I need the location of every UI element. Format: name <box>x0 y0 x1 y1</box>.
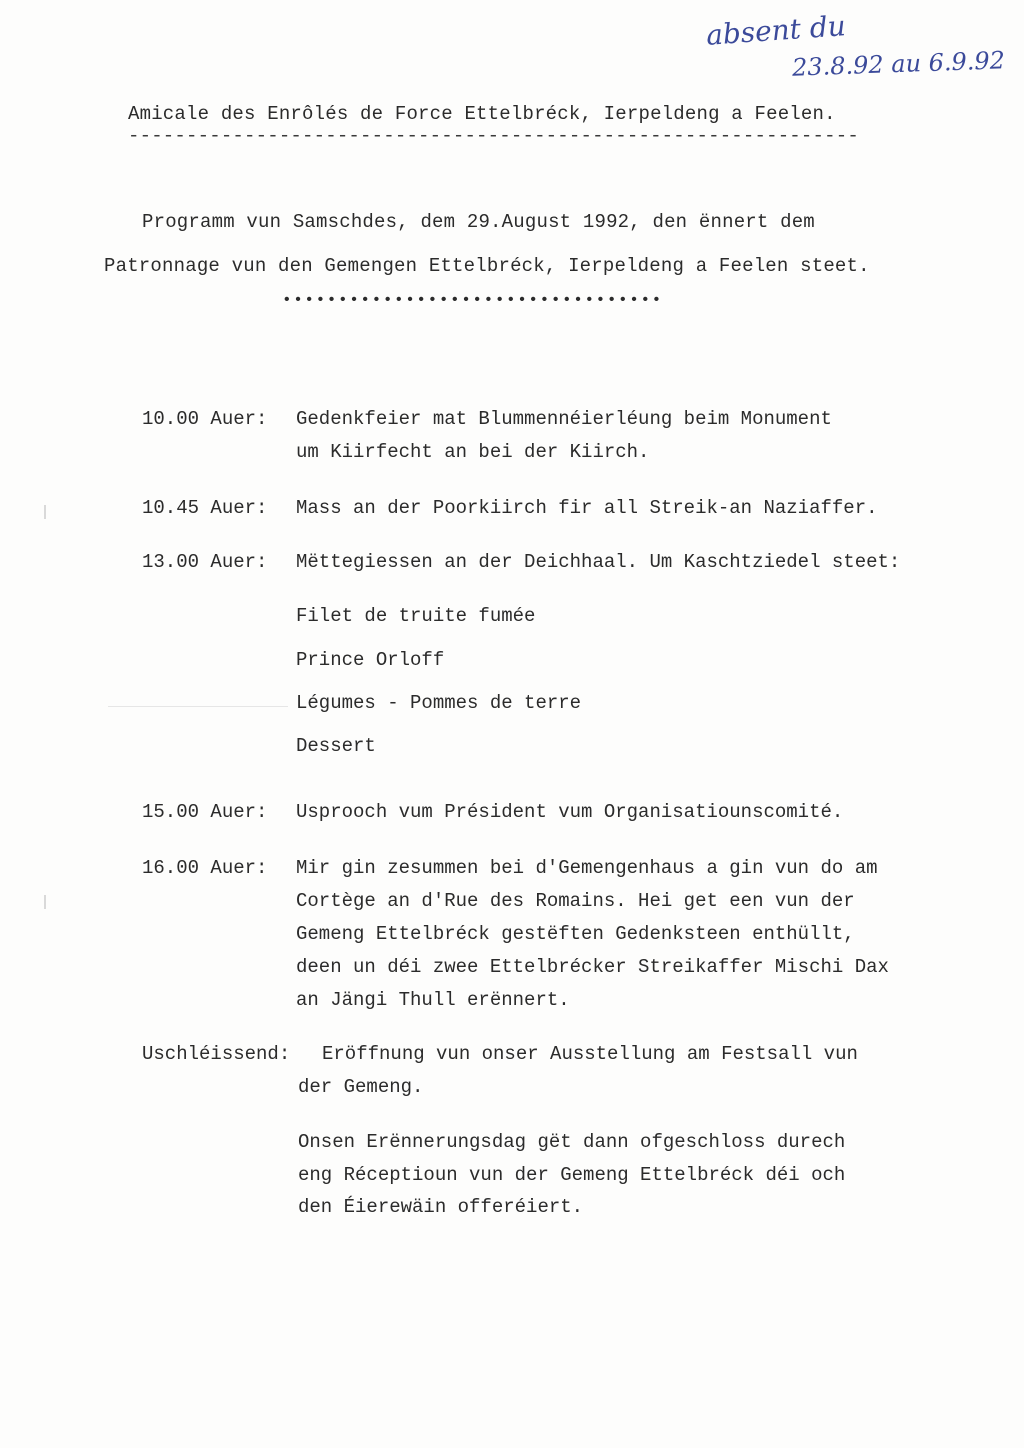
schedule-desc: an Jängi Thull erënnert. <box>296 989 570 1011</box>
schedule-desc: Mass an der Poorkiirch fir all Streik-an Naziaffer. <box>296 497 878 519</box>
closing-line: Eröffnung vun onser Ausstellung am Festsall vun <box>322 1043 858 1065</box>
menu-item: Filet de truite fumée <box>296 605 536 627</box>
closing-paragraph-line: den Éierewäin offeréiert. <box>298 1196 584 1218</box>
handwritten-note-line1: absent du <box>705 9 847 52</box>
schedule-desc: Gemeng Ettelbréck gestëften Gedenksteen enthüllt, <box>296 923 855 945</box>
menu-item: Prince Orloff <box>296 649 445 671</box>
scan-mark <box>44 505 46 519</box>
schedule-time: 10.45 Auer: <box>142 497 268 519</box>
closing-line: der Gemeng. <box>298 1076 424 1098</box>
schedule-time: 15.00 Auer: <box>142 801 268 823</box>
schedule-desc: Mir gin zesummen bei d'Gemengenhaus a gin vun do am <box>296 857 878 879</box>
schedule-desc: um Kiirfecht an bei der Kiirch. <box>296 441 650 463</box>
closing-paragraph-line: eng Réceptioun vun der Gemeng Ettelbréck déi och <box>298 1164 846 1186</box>
handwritten-note-line2: 23.8.92 au 6.9.92 <box>791 46 1006 82</box>
closing-label: Uschléissend: <box>142 1043 291 1065</box>
schedule-time: 16.00 Auer: <box>142 857 268 879</box>
document-title: Amicale des Enrôlés de Force Ettelbréck, Ierpeldeng a Feelen. <box>128 103 836 125</box>
intro-line-1: Programm vun Samschdes, dem 29.August 1992, den ënnert dem <box>142 211 815 233</box>
dotted-separator: •••••••••••••••••••••••••••••••••• <box>282 291 663 309</box>
schedule-desc: deen un déi zwee Ettelbrécker Streikaffer Mischi Dax <box>296 956 889 978</box>
schedule-desc: Cortège an d'Rue des Romains. Hei get een vun der <box>296 890 855 912</box>
schedule-time: 10.00 Auer: <box>142 408 268 430</box>
schedule-desc: Mëttegiessen an der Deichhaal. Um Kaschtziedel steet: <box>296 551 901 573</box>
title-underline: --------------------------------------------------------------- <box>128 125 859 147</box>
intro-line-2: Patronnage vun den Gemengen Ettelbréck, Ierpeldeng a Feelen steet. <box>104 255 870 277</box>
scan-mark <box>44 895 46 909</box>
schedule-desc: Usprooch vum Président vum Organisatiounscomité. <box>296 801 844 823</box>
menu-item: Dessert <box>296 735 376 757</box>
schedule-desc: Gedenkfeier mat Blummennéierléung beim Monument <box>296 408 832 430</box>
menu-item: Légumes - Pommes de terre <box>296 692 582 714</box>
closing-paragraph-line: Onsen Erënnerungsdag gët dann ofgeschloss durech <box>298 1131 846 1153</box>
scan-mark <box>108 706 288 707</box>
schedule-time: 13.00 Auer: <box>142 551 268 573</box>
